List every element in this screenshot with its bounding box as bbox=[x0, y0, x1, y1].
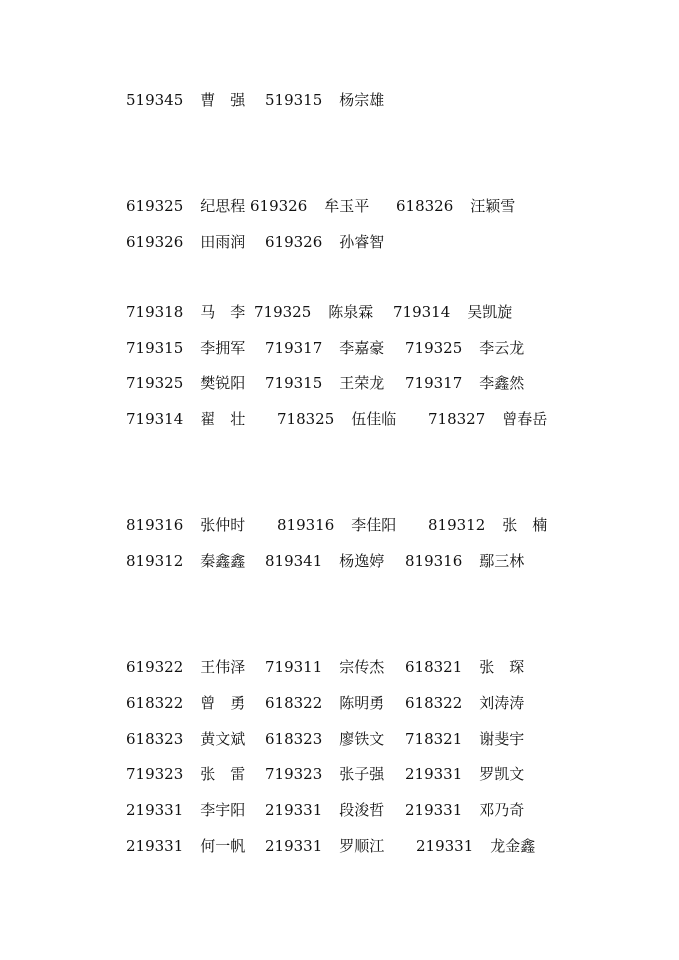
student-name: 孙睿智 bbox=[339, 233, 385, 251]
roster-entry bbox=[277, 408, 396, 430]
roster-entry bbox=[405, 337, 524, 359]
student-name: 谢斐宇 bbox=[479, 730, 525, 748]
student-code: 719314 bbox=[126, 410, 184, 428]
student-name: 吴凯旋 bbox=[467, 303, 513, 321]
roster-entry bbox=[126, 656, 245, 678]
student-name: 纪思程 bbox=[200, 197, 246, 215]
roster-entry bbox=[405, 728, 524, 750]
student-code: 719311 bbox=[265, 658, 323, 676]
student-code: 719317 bbox=[405, 374, 463, 392]
student-code: 819316 bbox=[277, 516, 335, 534]
student-name: 邓乃奇 bbox=[479, 801, 525, 819]
student-code: 819312 bbox=[126, 552, 184, 570]
roster-entry bbox=[265, 550, 384, 572]
student-code: 219331 bbox=[265, 837, 323, 855]
student-name: 李鑫然 bbox=[479, 374, 525, 392]
student-name: 张 楠 bbox=[502, 516, 548, 534]
student-code: 618322 bbox=[265, 694, 323, 712]
roster-entry bbox=[126, 301, 245, 323]
roster-entry bbox=[396, 195, 515, 217]
student-code: 819312 bbox=[428, 516, 486, 534]
student-code: 719315 bbox=[265, 374, 323, 392]
student-code: 618321 bbox=[405, 658, 463, 676]
student-code: 619325 bbox=[126, 197, 184, 215]
roster-entry bbox=[405, 692, 524, 714]
student-code: 718321 bbox=[405, 730, 463, 748]
student-name: 陈泉霖 bbox=[328, 303, 374, 321]
roster-entry bbox=[405, 656, 524, 678]
roster-entry bbox=[265, 728, 384, 750]
student-name: 汪颖雪 bbox=[470, 197, 516, 215]
student-code: 618322 bbox=[405, 694, 463, 712]
student-name: 曹 强 bbox=[200, 91, 246, 109]
student-code: 719325 bbox=[126, 374, 184, 392]
student-code: 618323 bbox=[265, 730, 323, 748]
roster-entry bbox=[126, 195, 245, 217]
student-name: 宗传杰 bbox=[339, 658, 385, 676]
roster-entry bbox=[265, 231, 384, 253]
roster-entry bbox=[254, 301, 373, 323]
student-name: 伍佳临 bbox=[351, 410, 397, 428]
student-name: 王伟泽 bbox=[200, 658, 246, 676]
student-name: 李云龙 bbox=[479, 339, 525, 357]
student-code: 619322 bbox=[126, 658, 184, 676]
student-name: 樊锐阳 bbox=[200, 374, 246, 392]
student-code: 819316 bbox=[405, 552, 463, 570]
student-code: 718325 bbox=[277, 410, 335, 428]
student-code: 719318 bbox=[126, 303, 184, 321]
student-name: 鄢三林 bbox=[479, 552, 525, 570]
roster-entry bbox=[428, 408, 547, 430]
student-code: 619326 bbox=[265, 233, 323, 251]
student-code: 819316 bbox=[126, 516, 184, 534]
roster-entry bbox=[126, 799, 245, 821]
student-code: 219331 bbox=[126, 837, 184, 855]
student-name: 李拥军 bbox=[200, 339, 246, 357]
student-name: 黄文斌 bbox=[200, 730, 246, 748]
student-code: 219331 bbox=[416, 837, 474, 855]
student-name: 陈明勇 bbox=[339, 694, 385, 712]
roster-entry bbox=[405, 550, 524, 572]
student-code: 618323 bbox=[126, 730, 184, 748]
student-code: 219331 bbox=[126, 801, 184, 819]
roster-entry bbox=[393, 301, 512, 323]
student-code: 219331 bbox=[405, 801, 463, 819]
student-code: 819341 bbox=[265, 552, 323, 570]
student-name: 段浚哲 bbox=[339, 801, 385, 819]
student-name: 何一帆 bbox=[200, 837, 246, 855]
roster-entry bbox=[277, 514, 396, 536]
student-code: 519345 bbox=[126, 91, 184, 109]
roster-entry bbox=[126, 728, 245, 750]
student-name: 廖铁文 bbox=[339, 730, 385, 748]
roster-entry bbox=[265, 835, 384, 857]
student-name: 张 雷 bbox=[200, 765, 246, 783]
student-name: 张仲时 bbox=[200, 516, 246, 534]
student-code: 719323 bbox=[265, 765, 323, 783]
student-name: 张子强 bbox=[339, 765, 385, 783]
student-name: 罗顺江 bbox=[339, 837, 385, 855]
student-name: 李嘉豪 bbox=[339, 339, 385, 357]
roster-entry bbox=[250, 195, 369, 217]
roster-entry bbox=[265, 372, 384, 394]
student-code: 719315 bbox=[126, 339, 184, 357]
roster-entry bbox=[126, 550, 245, 572]
roster-entry bbox=[405, 763, 524, 785]
student-name: 田雨润 bbox=[200, 233, 246, 251]
student-name: 张 琛 bbox=[479, 658, 525, 676]
student-name: 龙金鑫 bbox=[490, 837, 536, 855]
student-name: 李佳阳 bbox=[351, 516, 397, 534]
roster-entry bbox=[265, 337, 384, 359]
student-name: 李宇阳 bbox=[200, 801, 246, 819]
roster-entry bbox=[126, 89, 245, 111]
student-name: 牟玉平 bbox=[324, 197, 370, 215]
student-name: 翟 壮 bbox=[200, 410, 246, 428]
roster-entry bbox=[265, 692, 384, 714]
roster-entry bbox=[428, 514, 547, 536]
student-code: 619326 bbox=[126, 233, 184, 251]
student-code: 519315 bbox=[265, 91, 323, 109]
student-code: 718327 bbox=[428, 410, 486, 428]
roster-entry bbox=[126, 514, 245, 536]
student-code: 719317 bbox=[265, 339, 323, 357]
roster-entry bbox=[265, 656, 384, 678]
student-code: 618322 bbox=[126, 694, 184, 712]
student-name: 杨宗雄 bbox=[339, 91, 385, 109]
student-name: 刘涛涛 bbox=[479, 694, 525, 712]
roster-entry bbox=[126, 372, 245, 394]
roster-entry bbox=[126, 692, 245, 714]
student-code: 619326 bbox=[250, 197, 308, 215]
student-name: 曾春岳 bbox=[502, 410, 548, 428]
roster-entry bbox=[405, 799, 524, 821]
student-code: 618326 bbox=[396, 197, 454, 215]
student-name: 马 李 bbox=[200, 303, 246, 321]
roster-entry bbox=[265, 763, 384, 785]
student-name: 罗凯文 bbox=[479, 765, 525, 783]
student-code: 719325 bbox=[405, 339, 463, 357]
student-code: 219331 bbox=[265, 801, 323, 819]
roster-entry bbox=[416, 835, 535, 857]
student-name: 王荣龙 bbox=[339, 374, 385, 392]
roster-entry bbox=[126, 337, 245, 359]
roster-entry bbox=[126, 231, 245, 253]
roster-entry bbox=[265, 89, 384, 111]
student-code: 719325 bbox=[254, 303, 312, 321]
student-name: 秦鑫鑫 bbox=[200, 552, 246, 570]
student-code: 219331 bbox=[405, 765, 463, 783]
roster-entry bbox=[126, 408, 245, 430]
student-code: 719323 bbox=[126, 765, 184, 783]
roster-entry bbox=[126, 835, 245, 857]
roster-entry bbox=[265, 799, 384, 821]
roster-entry bbox=[405, 372, 524, 394]
student-name: 杨逸婷 bbox=[339, 552, 385, 570]
roster-entry bbox=[126, 763, 245, 785]
student-code: 719314 bbox=[393, 303, 451, 321]
student-name: 曾 勇 bbox=[200, 694, 246, 712]
